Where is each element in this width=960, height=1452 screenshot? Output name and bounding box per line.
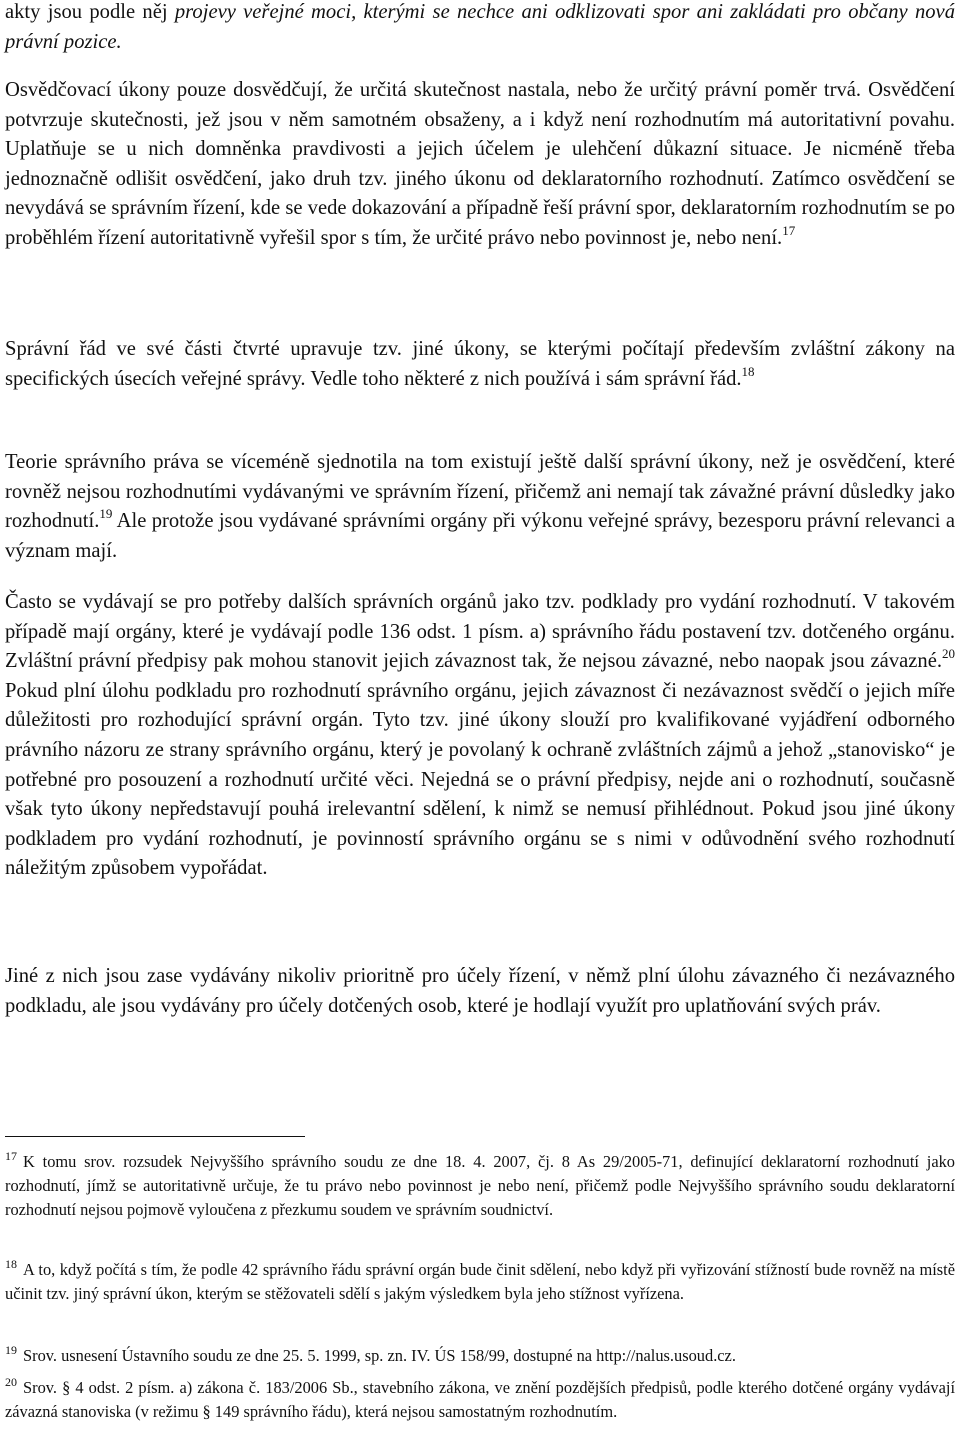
paragraph-5-text-a: Často se vydávají se pro potřeby dalších správních orgánů jako tzv. podklady pro vydání rozhodnutí. V takovém případě mají orgány, které je vydávají podle 136 odst. 1 písm. a) správního řádu postavení tzv. dotčeného orgánu. Zvláštní právní předpisy pak mohou stanovit jejich závaznost tak, že nejsou závazné, nebo naopak jsou závazné.: [5, 591, 955, 673]
footnote-text: K tomu srov. rozsudek Nejvyššího správního soudu ze dne 18. 4. 2007, čj. 8 As 29/2005-71, definující deklaratorní rozhodnutí jako rozhodnutí, jímž se autoritativně určuje, že tu právo nebo povinnost je nebo není, přičemž podle Nejvyššího správního soudu deklaratorní rozhodnutí nejsou pojmově vyloučena z přezkumu soudem ve správním soudnictví.: [5, 1152, 955, 1219]
footnote-ref-18[interactable]: 18: [741, 363, 755, 379]
footnote-text: A to, když počítá s tím, že podle 42 správního řádu správní orgán bude činit sdělení, nebo když při vyřizování stížností bude rovněž na místě učinit tzv. jiný správní úkon, kterým se stěžovateli sdělí s jakým výsledkem byla jeho stížnost vyřízena.: [5, 1260, 955, 1303]
footnote-ref-17[interactable]: 17: [782, 222, 796, 238]
paragraph-2: [5, 76, 955, 254]
footnote-ref-19[interactable]: 19: [99, 506, 113, 522]
footnote-number: 17: [5, 1149, 17, 1163]
paragraph-4-text-a: Teorie správního práva se víceméně sjednotila na tom existují ještě další správní úkony, než je osvědčení, které rovněž nejsou rozhodnutími vydávanými ve správním řízení, přičemž ani nemají tak závažné právní důsledky jako rozhodnutí.: [5, 451, 955, 533]
paragraph-6: [5, 962, 955, 1021]
footnote-text: Srov. usnesení Ústavního soudu ze dne 25. 5. 1999, sp. zn. IV. ÚS 158/99, dostupné na http://nalus.usoud.cz.: [23, 1346, 736, 1365]
footnote-ref-20[interactable]: 20: [942, 646, 955, 662]
footnote-text: Srov. § 4 odst. 2 písm. a) zákona č. 183/2006 Sb., stavebního zákona, ve znění pozdějších předpisů, podle kterého dotčené orgány vydávají závazná stanoviska (v režimu § 149 správního řádu), která nejsou samostatným rozhodnutím.: [5, 1378, 955, 1421]
paragraph-3: [5, 335, 955, 394]
paragraph-5-text-b: Pokud plní úlohu podkladu pro rozhodnutí správního orgánu, jejich závaznost či nezávaznost svědčí o jejich míře důležitosti pro rozhodující správní orgán. Tyto tzv. jiné úkony slouží pro kvalifikované vyjádření odborného právního názoru ze strany správního orgánu, který je povolaný k ochraně zvláštních zájmů a jehož „stanovisko“ je potřebné pro posouzení a rozhodnutí určité věci. Nejedná se o právní předpisy, nejde ani o rozhodnutí, současně však tyto úkony nepředstavují pouhá irelevantní sdělení, k nimž se nemusí přihlédnout. Pokud jsou jiné úkony podkladem pro vydání rozhodnutí, je povinností správního orgánu se s nimi v odůvodnění svého rozhodnutí náležitým způsobem vypořádat.: [5, 679, 955, 880]
paragraph-1-italic: projevy veřejné moci, kterými se nechce ani odklizovati spor ani zakládati pro občany nová právní pozice.: [5, 1, 955, 53]
paragraph-4: [5, 448, 955, 566]
footnote-number: 18: [5, 1257, 17, 1271]
footnote-18: [5, 1258, 955, 1306]
footnote-separator: [5, 1136, 305, 1137]
paragraph-3-text: Správní řád ve své části čtvrté upravuje tzv. jiné úkony, se kterými počítají především zvláštní zákony na specifických úsecích veřejné správy. Vedle toho některé z nich používá i sám správní řád.: [5, 338, 955, 390]
paragraph-6-text: Jiné z nich jsou zase vydávány nikoliv prioritně pro účely řízení, v němž plní úlohu závazného či nezávazného podkladu, ale jsou vydávány pro účely dotčených osob, které je hodlají využít pro uplatňování svých práv.: [5, 965, 955, 1017]
footnote-17: [5, 1150, 955, 1222]
paragraph-4-text-b: Ale protože jsou vydávané správními orgány při výkonu veřejné správy, bezesporu právní relevanci a význam mají.: [5, 510, 955, 562]
paragraph-1-intro: akty jsou podle něj: [5, 1, 175, 23]
paragraph-5: [5, 588, 955, 884]
footnote-20: [5, 1376, 955, 1424]
footnote-number: 20: [5, 1375, 17, 1389]
paragraph-2-text: Osvědčovací úkony pouze dosvědčují, že určitá skutečnost nastala, nebo že určitý právní poměr trvá. Osvědčení potvrzuje skutečnosti, jež jsou v něm samotném obsaženy, a i když není rozhodnutím má autoritativní povahu. Uplatňuje se u nich domněnka pravdivosti a jejich účelem je ulehčení důkazní situace. Je nicméně třeba jednoznačně odlišit osvědčení, jako druh tzv. jiného úkonu od deklaratorního rozhodnutí. Zatímco osvědčení se nevydává se správním řízení, kde se vede dokazování a případně řeší právní spor, deklaratorním rozhodnutím se po proběhlém řízení autoritativně vyřešil spor s tím, že určité právo nebo povinnost je, nebo není.: [5, 79, 955, 249]
footnote-19: [5, 1344, 955, 1368]
footnote-number: 19: [5, 1343, 17, 1357]
paragraph-1: [5, 0, 955, 57]
